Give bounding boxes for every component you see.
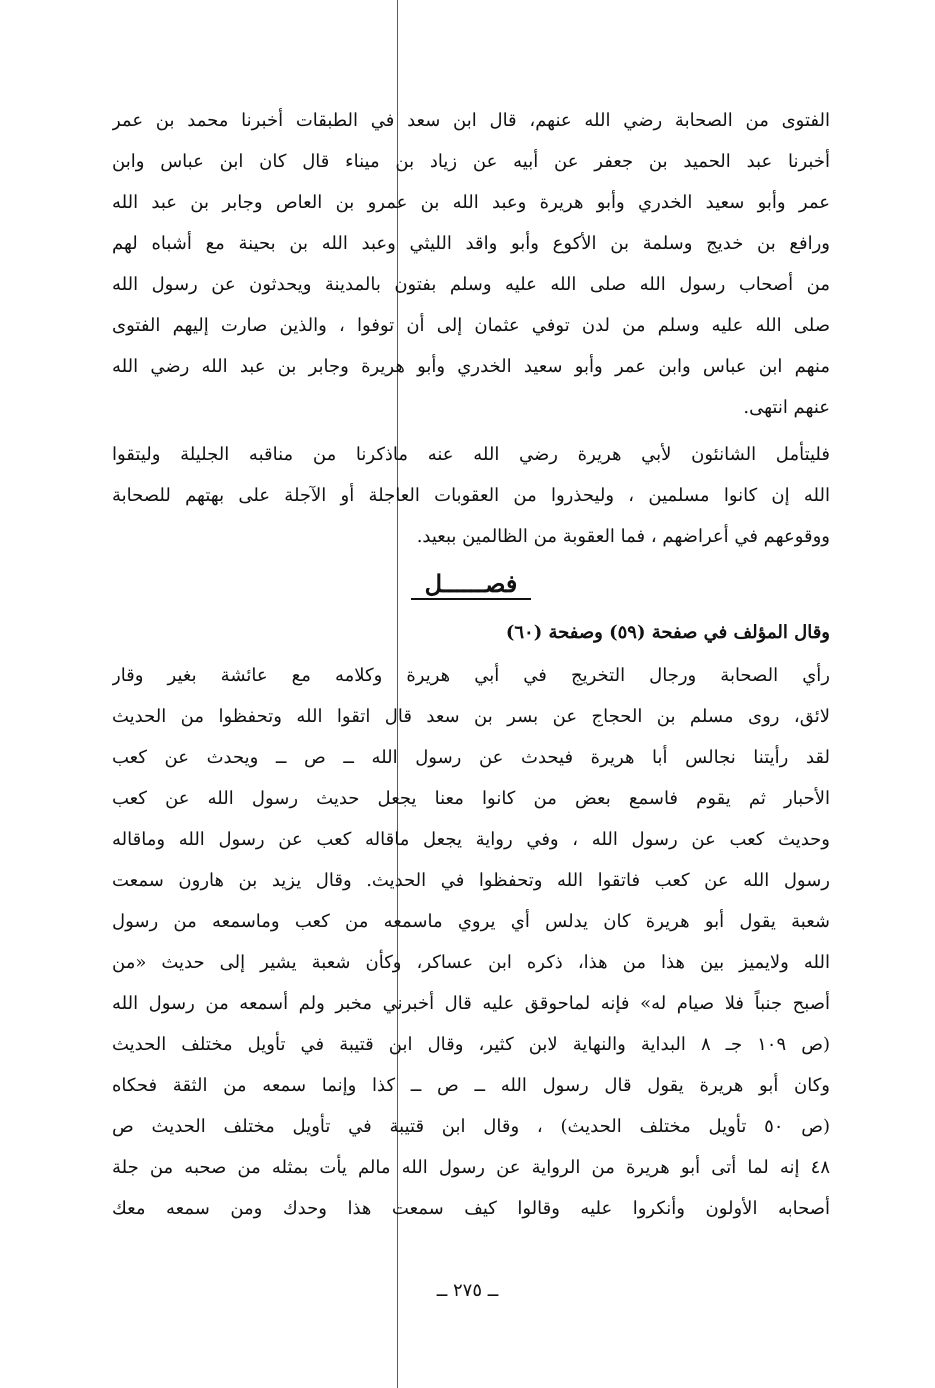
text-line: ورافع بن خديج وسلمة بن الأكوع وأبو واقد الليثي وعبد الله بن بحينة مع أشباه لهم <box>112 233 830 254</box>
text-line: من أصحاب رسول الله صلى الله عليه وسلم بفتون بالمدينة ويحدثون عن رسول الله <box>112 274 830 295</box>
page-body <box>112 100 830 1229</box>
text-line: عمر وأبو سعيد الخدري وأبو هريرة وعبد الله بن عمرو بن العاص وجابر بن عبد الله <box>112 192 830 213</box>
paragraph-3 <box>112 655 830 1229</box>
paragraph-1 <box>112 100 830 428</box>
text-line: أخبرنا عبد الحميد بن جعفر عن أبيه عن زياد بن ميناء قال كان ابن عباس وابن <box>112 151 830 172</box>
text-line: ٤٨ إنه لما أتى أبو هريرة من الرواية عن رسول الله مالم يأت بمثله من صحبه من جلة <box>112 1157 830 1178</box>
text-line: شعبة يقول أبو هريرة كان يدلس أي يروي ماسمعه من كعب وماسمعه من رسول <box>112 911 830 932</box>
text-line: وكان أبو هريرة يقول قال رسول الله ــ ص ــ كذا وإنما سمعه من الثقة فحكاه <box>112 1075 830 1096</box>
text-line: الأحبار ثم يقوم فاسمع بعض من كانوا معنا يجعل حديث رسول الله عن كعب <box>112 788 830 809</box>
text-line: الله إن كانوا مسلمين ، وليحذروا من العقوبات العاجلة أو الآجلة على بهتهم للصحابة <box>112 485 830 506</box>
paragraph-2 <box>112 434 830 557</box>
text-line: الله ولايميز بين هذا من هذا، ذكره ابن عساكر، وكأن شعبة يشير إلى حديث «من <box>112 952 830 973</box>
text-line: لقد رأيتنا نجالس أبا هريرة فيحدث عن رسول الله ــ ص ــ ويحدث عن كعب <box>112 747 830 768</box>
text-line: منهم ابن عباس وابن عمر وأبو سعيد الخدري وأبو هريرة وجابر بن عبد الله رضي الله <box>112 356 830 377</box>
text-line: عنهم انتهى. <box>743 397 830 418</box>
text-line: رسول الله عن كعب فاتقوا الله وتحفظوا في الحديث. وقال يزيد بن هارون سمعت <box>112 870 830 891</box>
text-line: وحديث كعب عن رسول الله ، وفي رواية يجعل ماقاله كعب عن رسول الله وماقاله <box>112 829 830 850</box>
section-heading-text: فصــــــل <box>411 569 532 600</box>
text-line: رأي الصحابة ورجال التخريج في أبي هريرة وكلامه مع عائشة بغير وقار <box>112 665 830 686</box>
text-line: (ص ٥٠ تأويل مختلف الحديث) ، وقال ابن قتيبة في تأويل مختلف الحديث ص <box>112 1116 830 1137</box>
page-number: ــ ٢٧٥ ــ <box>436 1280 499 1301</box>
text-line: (ص ١٠٩ جـ ٨ البداية والنهاية لابن كثير، وقال ابن قتيبة في تأويل مختلف الحديث <box>112 1034 830 1055</box>
section-heading <box>112 559 830 609</box>
subheading: وقال المؤلف في صفحة (٥٩) وصفحة (٦٠) <box>505 622 830 643</box>
text-line: أصحابه الأولون وأنكروا عليه وقالوا كيف سمعت هذا وحدك ومن سمعه معك <box>112 1198 830 1219</box>
text-line: لائق، روى مسلم بن الحجاج عن بسر بن سعد قال اتقوا الله وتحفظوا من الحديث <box>112 706 830 727</box>
text-line: ووقوعهم في أعراضهم ، فما العقوبة من الظالمين ببعيد. <box>416 526 830 547</box>
text-line: الفتوى من الصحابة رضي الله عنهم، قال ابن سعد في الطبقات أخبرنا محمد بن عمر <box>112 110 830 131</box>
text-line: صلى الله عليه وسلم من لدن توفي عثمان إلى أن توفوا ، والذين صارت إليهم الفتوى <box>112 315 830 336</box>
text-line: أصبح جنباً فلا صيام له» فإنه لماحوقق عليه قال أخبرني مخبر ولم أسمعه من رسول الله <box>112 993 830 1014</box>
text-line: فليتأمل الشانئون لأبي هريرة رضي الله عنه ماذكرنا من مناقبه الجليلة وليتقوا <box>112 444 830 465</box>
